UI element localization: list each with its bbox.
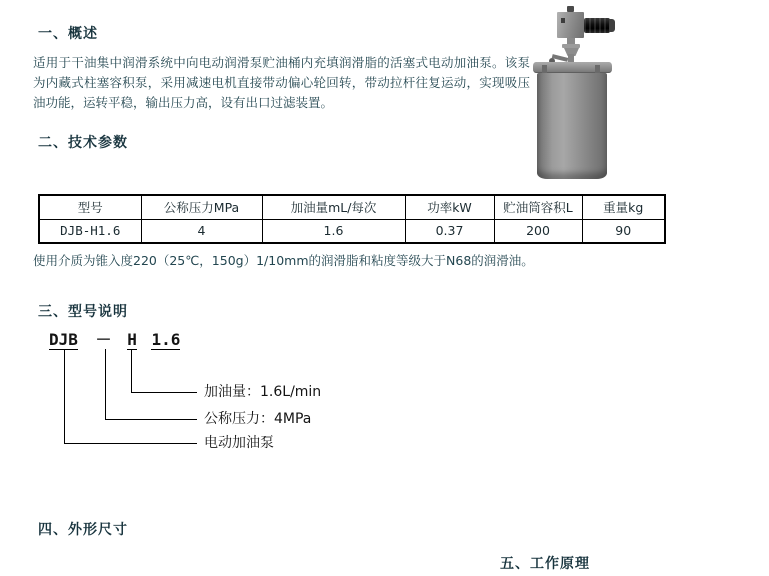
grease-barrel bbox=[537, 73, 607, 179]
spec-value-flow: 1.6 bbox=[262, 219, 405, 243]
model-code-pressure: H bbox=[127, 330, 137, 349]
callout-line-flow-vertical bbox=[131, 349, 132, 392]
medium-note: 使用介质为锥入度220（25℃，150g）1/10mm的润滑脂和粘度等级大于N68的润滑油。 bbox=[33, 253, 534, 268]
callout-line-flow-horizontal bbox=[131, 392, 197, 393]
callout-line-pressure-vertical bbox=[105, 349, 106, 419]
callout-line-series-horizontal bbox=[64, 443, 197, 444]
callout-label-series: 电动加油泵 bbox=[204, 435, 274, 451]
callout-label-pressure: 公称压力：4MPa bbox=[204, 411, 312, 427]
section-heading-principle: 五、工作原理 bbox=[500, 556, 590, 572]
pump-gearbox-port bbox=[561, 18, 565, 23]
spec-col-model: 型号 bbox=[39, 195, 141, 219]
model-code-flow: 1.6 bbox=[151, 330, 181, 349]
spec-value-pressure: 4 bbox=[141, 219, 262, 243]
pump-motor-cap bbox=[609, 19, 615, 32]
section-heading-tech-params: 二、技术参数 bbox=[38, 135, 128, 151]
spec-col-volume: 贮油筒容积L bbox=[494, 195, 582, 219]
spec-table bbox=[38, 194, 666, 244]
spec-value-volume: 200 bbox=[494, 219, 582, 243]
section-heading-dimensions: 四、外形尺寸 bbox=[38, 522, 128, 538]
spec-table-data-row bbox=[39, 219, 665, 243]
pump-motor bbox=[584, 18, 610, 33]
callout-line-series-vertical bbox=[64, 349, 65, 443]
model-code-dash: － bbox=[95, 330, 112, 349]
spec-value-power: 0.37 bbox=[405, 219, 494, 243]
callout-label-flow: 加油量：1.6L/min bbox=[204, 384, 322, 400]
model-code-series: DJB bbox=[49, 330, 78, 349]
model-code bbox=[49, 331, 180, 350]
spec-table-header-row bbox=[39, 195, 665, 219]
section-heading-model: 三、型号说明 bbox=[38, 304, 128, 320]
overview-paragraph: 适用于干油集中润滑系统中向电动润滑泵贮油桶内充填润滑脂的活塞式电动加油泵。该泵为内藏式柱塞容积泵，采用减速电机直接带动偏心轮回转，带动拉杆往复运动，实现吸压油功能，运转平稳，输出压力高，设有出口过滤装置。 bbox=[33, 55, 530, 110]
product-photo bbox=[528, 2, 668, 182]
pump-flange bbox=[562, 44, 580, 48]
spec-value-weight: 90 bbox=[582, 219, 665, 243]
pump-gearbox bbox=[557, 12, 584, 38]
spec-col-flow: 加油量mL/每次 bbox=[262, 195, 405, 219]
spec-col-weight: 重量kg bbox=[582, 195, 665, 219]
callout-line-pressure-horizontal bbox=[105, 419, 197, 420]
spec-value-model: DJB-H1.6 bbox=[39, 219, 141, 243]
spec-col-pressure: 公称压力MPa bbox=[141, 195, 262, 219]
spec-col-power: 功率kW bbox=[405, 195, 494, 219]
section-heading-overview: 一、概述 bbox=[38, 26, 98, 42]
